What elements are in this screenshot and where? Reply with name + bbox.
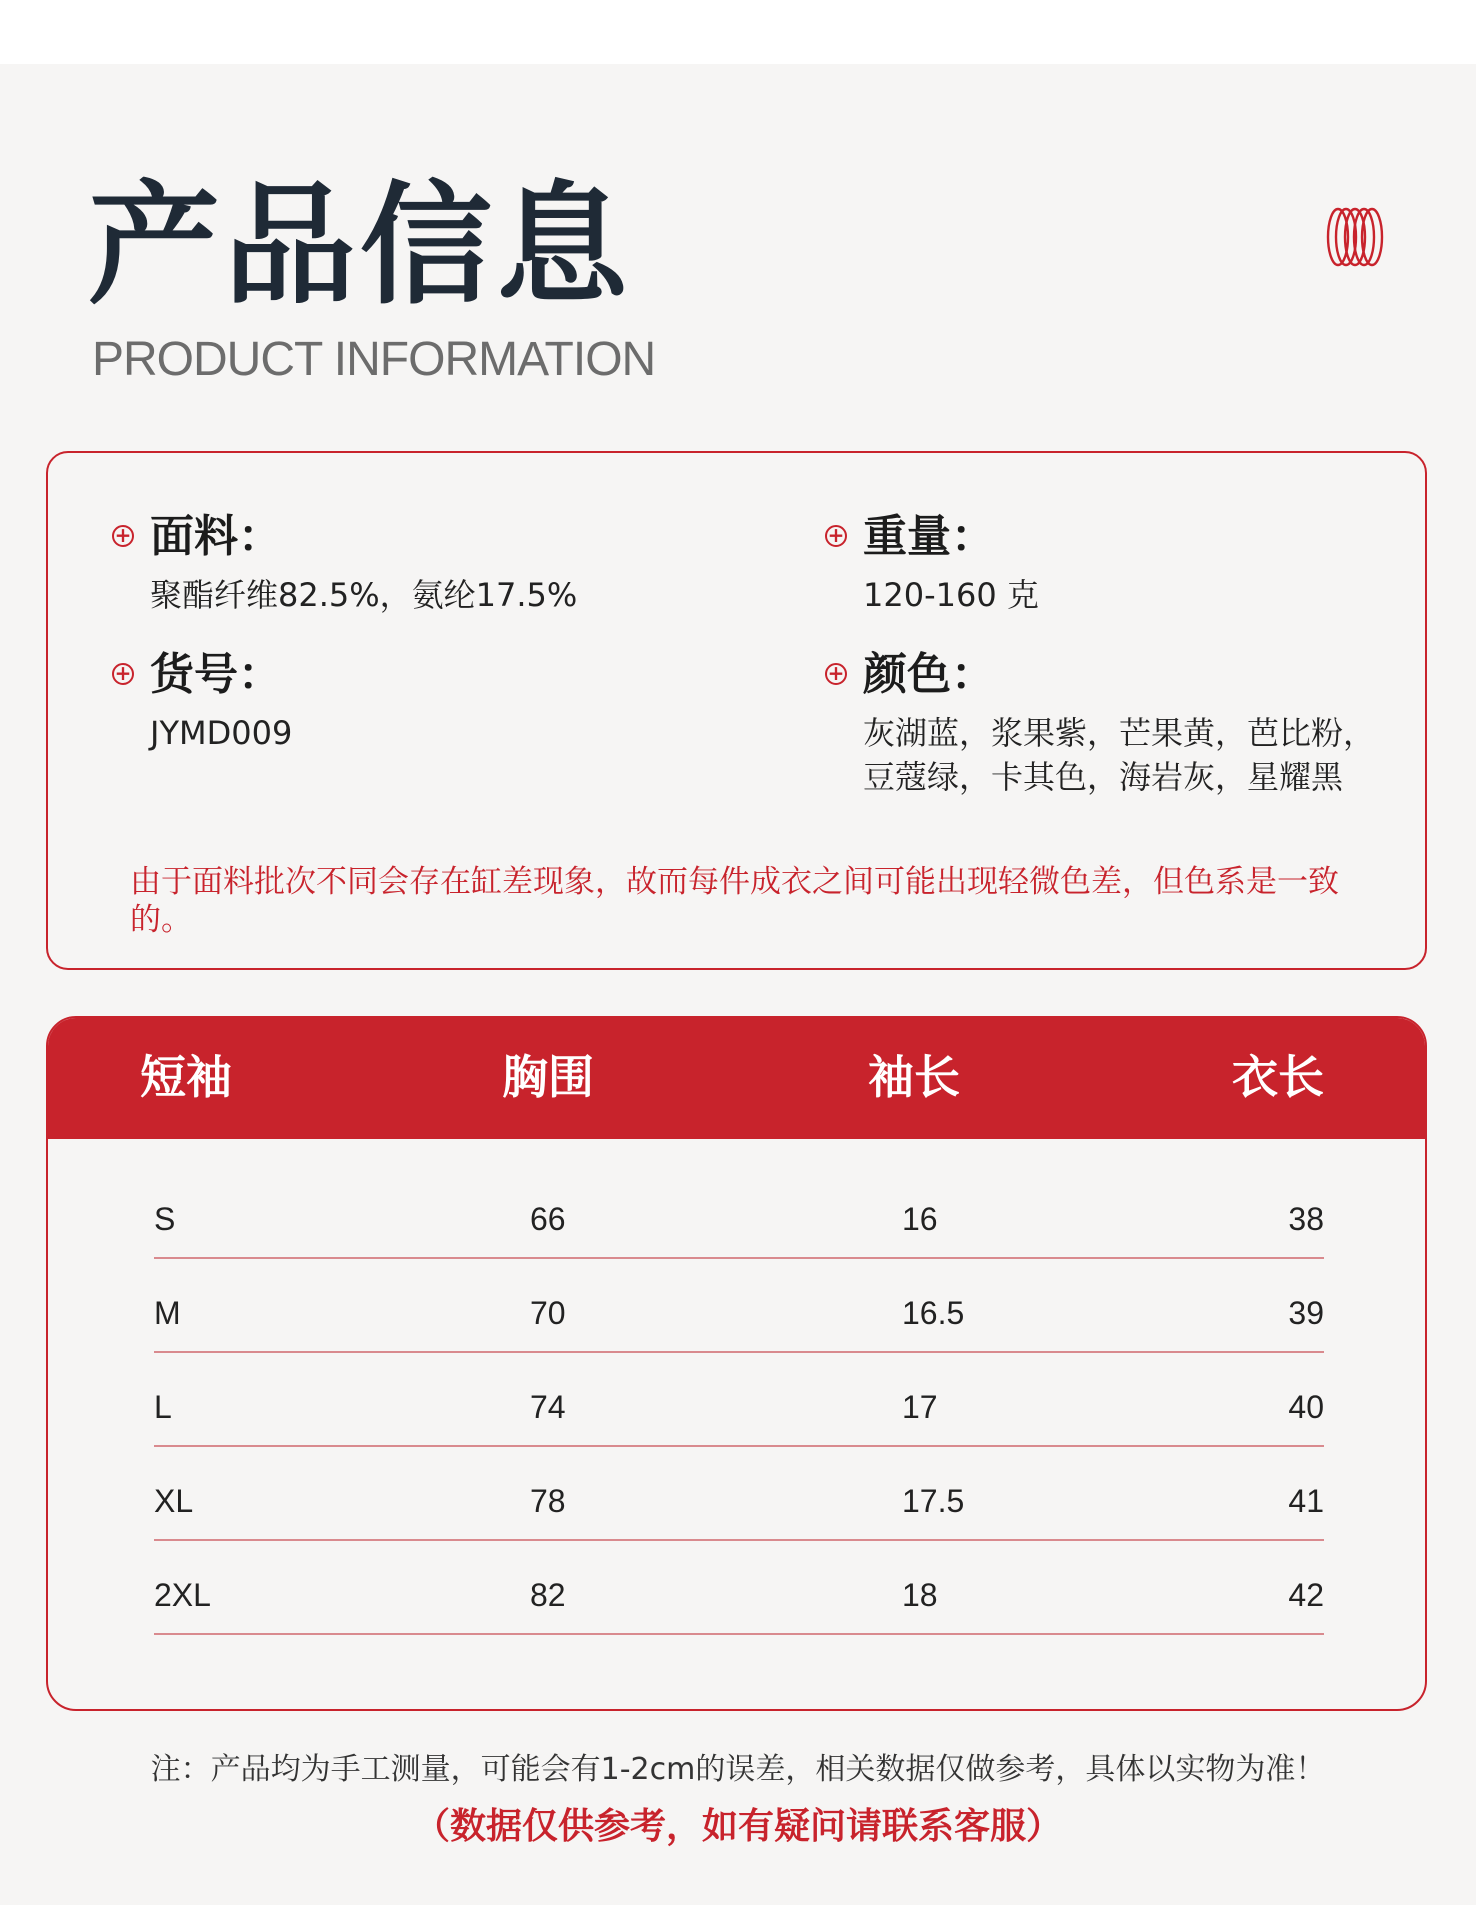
cell-size: M — [154, 1295, 181, 1331]
fabric-label: 面料： — [150, 511, 282, 562]
item-number-label: 货号： — [150, 649, 282, 700]
header-type: 短袖 — [140, 1050, 232, 1104]
cell-length: 38 — [1288, 1201, 1324, 1237]
cell-sleeve: 16 — [902, 1201, 938, 1237]
table-row — [154, 1445, 1324, 1541]
cell-length: 39 — [1288, 1295, 1324, 1331]
table-row — [154, 1539, 1324, 1635]
plus-circle-icon: + — [825, 663, 847, 685]
cell-sleeve: 17 — [902, 1389, 938, 1425]
plus-circle-icon: + — [112, 663, 134, 685]
cell-length: 41 — [1288, 1483, 1324, 1519]
cell-chest: 78 — [530, 1483, 566, 1519]
cell-sleeve: 18 — [902, 1577, 938, 1613]
rings-icon — [1326, 206, 1384, 268]
table-row — [154, 1257, 1324, 1353]
page-subtitle: PRODUCT INFORMATION — [92, 333, 656, 386]
colors-value-line1: 灰湖蓝，浆果紫，芒果黄，芭比粉， — [863, 714, 1376, 752]
plus-circle-icon: + — [825, 525, 847, 547]
fabric-value: 聚酯纤维82.5%，氨纶17.5% — [150, 576, 578, 614]
cell-chest: 82 — [530, 1577, 566, 1613]
cell-length: 40 — [1288, 1389, 1324, 1425]
cell-chest: 74 — [530, 1389, 566, 1425]
product-info-box — [46, 451, 1427, 970]
weight-label: 重量： — [863, 511, 995, 562]
cell-length: 42 — [1288, 1577, 1324, 1613]
page-title: 产品信息 — [88, 169, 632, 323]
header-chest: 胸围 — [502, 1050, 594, 1104]
cell-chest: 70 — [530, 1295, 566, 1331]
cell-chest: 66 — [530, 1201, 566, 1237]
size-table — [46, 1016, 1427, 1711]
header-sleeve: 袖长 — [868, 1050, 960, 1104]
weight-value: 120-160 克 — [863, 576, 1039, 614]
table-row — [154, 1163, 1324, 1259]
colors-value-line2: 豆蔻绿，卡其色，海岩灰，星耀黑 — [863, 758, 1344, 796]
color-difference-notice: 由于面料批次不同会存在缸差现象，故而每件成衣之间可能出现轻微色差，但色系是一致的。 — [130, 864, 1339, 938]
cell-sleeve: 16.5 — [902, 1295, 965, 1331]
item-number-value: JYMD009 — [150, 714, 293, 752]
reference-note: （数据仅供参考，如有疑问请联系客服） — [413, 1806, 1062, 1847]
cell-size: L — [154, 1389, 172, 1425]
plus-circle-icon: + — [112, 525, 134, 547]
cell-sleeve: 17.5 — [902, 1483, 965, 1519]
size-table-header — [48, 1018, 1425, 1139]
cell-size: XL — [154, 1483, 194, 1519]
cell-size: S — [154, 1201, 176, 1237]
cell-size: 2XL — [154, 1577, 211, 1613]
table-row — [154, 1351, 1324, 1447]
colors-label: 颜色： — [863, 649, 995, 700]
measurement-note: 注：产品均为手工测量，可能会有1-2cm的误差，相关数据仅做参考，具体以实物为准！ — [150, 1752, 1326, 1787]
header-length: 衣长 — [1232, 1050, 1324, 1104]
